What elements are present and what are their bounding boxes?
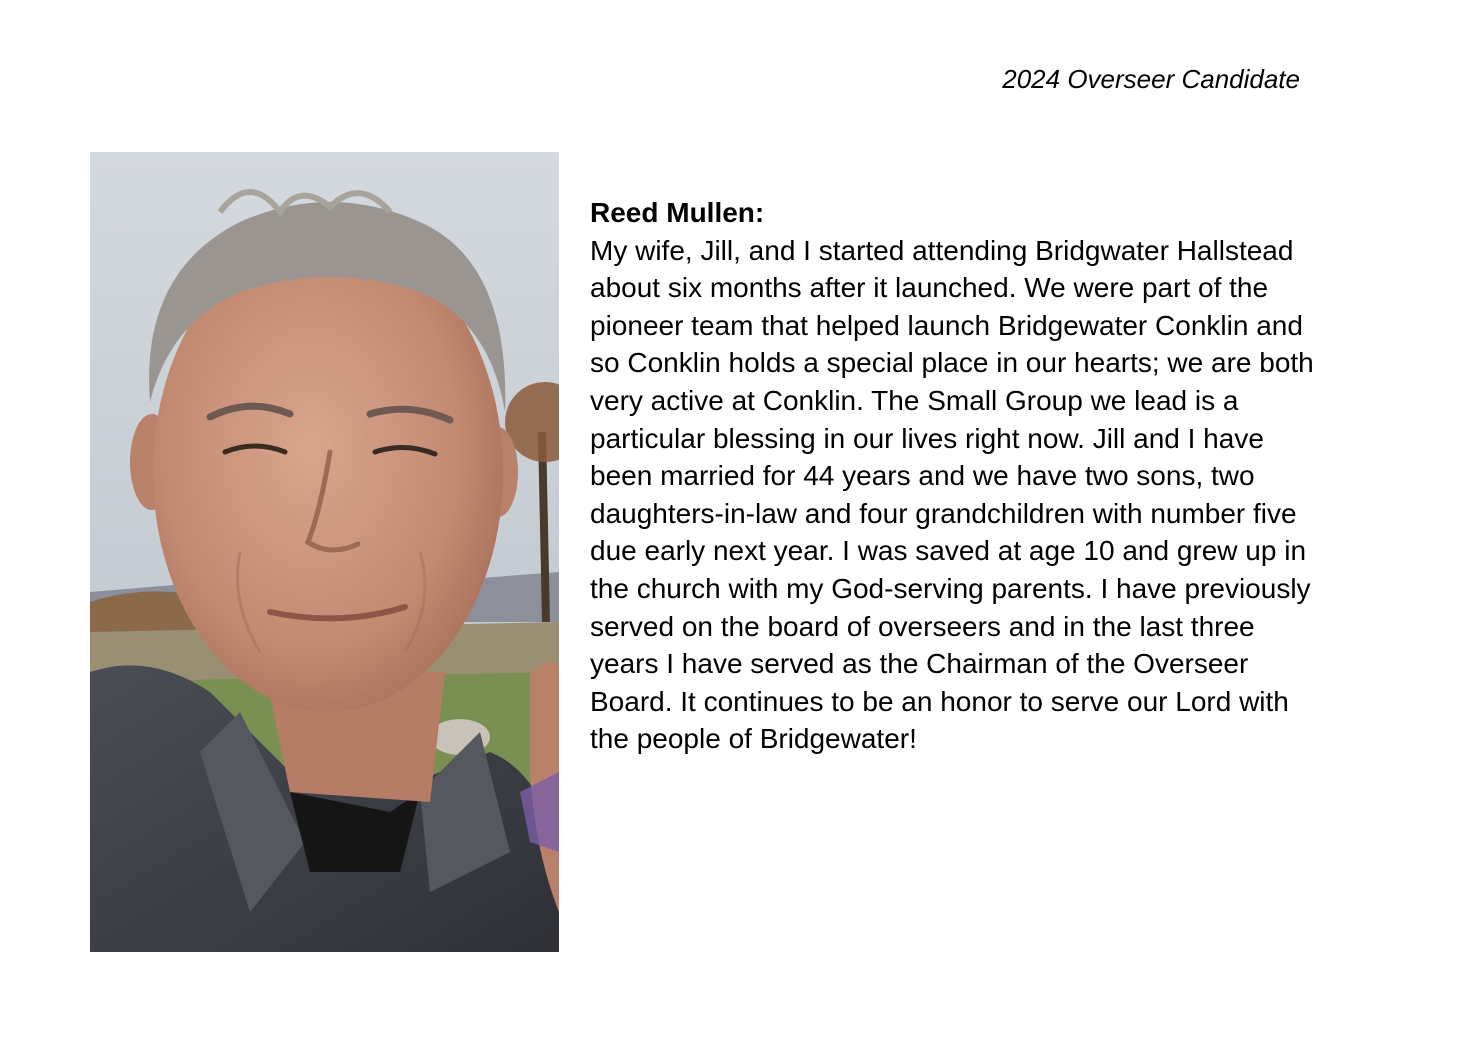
document-header-label: 2024 Overseer Candidate <box>1002 64 1300 94</box>
candidate-bio-section <box>590 194 1320 758</box>
candidate-portrait-illustration <box>90 152 559 952</box>
candidate-photo <box>90 152 559 952</box>
candidate-name: Reed Mullen: <box>590 197 765 228</box>
candidate-bio-text: My wife, Jill, and I started attending Bridgwater Hallstead about six months after it launched. We were part of the pioneer team that helped launch Bridgewater Conklin and so Conklin holds a special place in our hearts; we are both very active at Conklin. The Small Group we lead is a particular blessing in our lives right now. Jill and I have been married for 44 years and we have two sons, two daughters-in-law and four grandchildren with number five due early next year. I was saved at age 10 and grew up in the church with my God-serving parents. I have previously served on the board of overseers and in the last three years I have served as the Chairman of the Overseer Board. It continues to be an honor to serve our Lord with the people of Bridgewater! <box>590 234 1314 755</box>
